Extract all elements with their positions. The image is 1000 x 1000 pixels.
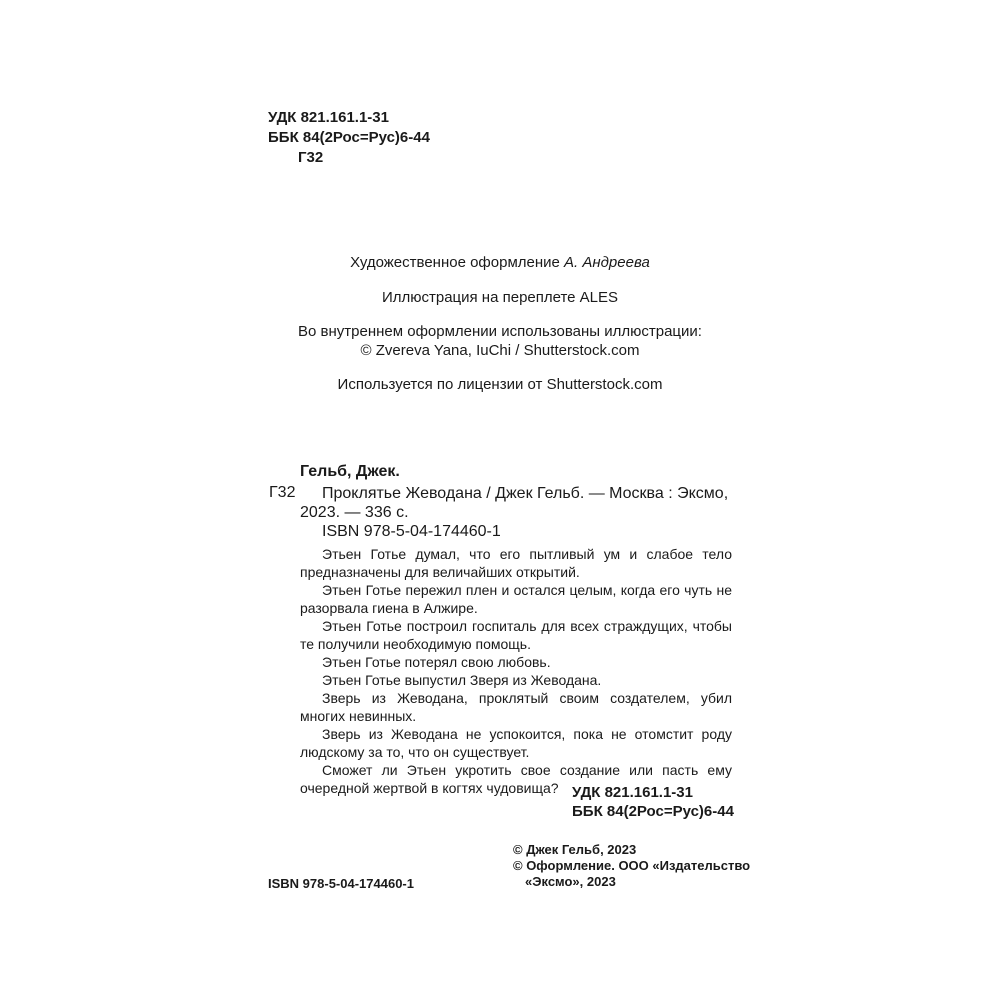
title-line-2: 2023. — 336 с. (300, 504, 409, 521)
interior-illustration-line2: © Zvereva Yana, IuChi / Shutterstock.com (360, 342, 640, 359)
design-credit (200, 253, 800, 273)
cover-illustration-credit: Иллюстрация на переплете ALES (381, 289, 619, 306)
annotation-paragraph: Этьен Готье пережил плен и остался целым, когда его чуть не разорвала гиена в Алжире. (300, 582, 732, 616)
bbk-top: ББК 84(2Рос=Рус)6-44 (268, 129, 430, 146)
annotation-paragraph: Сможет ли Этьен укротить свое создание или пасть ему очередной жертвой в когтях чудовища? (300, 762, 732, 796)
udk-bottom: УДК 821.161.1-31 (572, 784, 693, 801)
title-line-1: Проклятье Жеводана / Джек Гельб. — Москва : Эксмо, (322, 485, 729, 502)
bbk-bottom: ББК 84(2Рос=Рус)6-44 (572, 803, 734, 820)
annotation (300, 545, 732, 797)
author-heading: Гельб, Джек. (300, 463, 400, 480)
annotation-paragraph: Этьен Готье думал, что его пытливый ум и слабое тело предназначены для величайших открытий. (300, 546, 732, 580)
annotation-paragraph: Этьен Готье выпустил Зверя из Жеводана. (322, 672, 602, 688)
isbn-bottom: ISBN 978-5-04-174460-1 (268, 876, 414, 891)
record-isbn: ISBN 978-5-04-174460-1 (322, 523, 501, 540)
udk-top: УДК 821.161.1-31 (268, 109, 389, 126)
author-mark-top: Г32 (298, 149, 324, 166)
annotation-paragraph: Зверь из Жеводана, проклятый своим создателем, убил многих невинных. (300, 690, 732, 724)
annotation-paragraph: Этьен Готье построил госпиталь для всех страждущих, чтобы те получили необходимую помощь. (300, 618, 732, 652)
interior-illustration-line1: Во внутреннем оформлении использованы иллюстрации: (298, 323, 702, 340)
license-notice: Используется по лицензии от Shutterstock.com (337, 376, 663, 393)
annotation-paragraph: Зверь из Жеводана не успокоится, пока не отомстит роду людскому за то, что он существует. (300, 726, 732, 760)
copyright-author: © Джек Гельб, 2023 (513, 842, 637, 857)
author-mark: Г32 (269, 484, 296, 501)
copyright-design-cont: «Эксмо», 2023 (525, 874, 616, 889)
design-credit-name: А. Андреева (564, 254, 650, 271)
design-credit-prefix: Художественное оформление (350, 254, 565, 271)
annotation-paragraph: Этьен Готье потерял свою любовь. (322, 654, 551, 670)
copyright-design: © Оформление. ООО «Издательство (513, 858, 751, 873)
